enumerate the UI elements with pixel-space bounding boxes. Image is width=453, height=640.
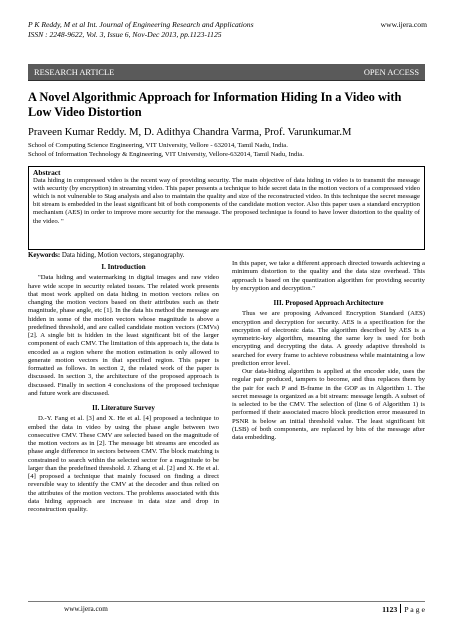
section-2-heading: II. Literature Survey — [92, 404, 155, 412]
introduction-paragraph: "Data hiding and watermarking in digital images and raw video have wide scope in security related issues. The related work presents that most work applied on data hiding in motion vectors relies on changing the motion vectors based on their attributes such as their magnitude, phase angle, etc [1]. In the data his method the message are hidden in some of the motion vectors whose magnitude is above a predefined threshold, and are called candidate motion vectors (CMVs) [2]. A single bit is hidden in the least significant bit of the larger component of each CMV. The limitation of this approach is, the data is encoded as a region where the motion estimation is only allowed to generate motion vectors in that specified region. This paper is formatted as follows. In section 2, the related work of the paper is discussed. In section 3, the architecture of the proposed approach is discussed. Finally in section 4 conclusions of the proposed technique and future work are discussed. — [28, 274, 219, 397]
affiliation-2: School of Information Technology & Engineering, VIT University, Vellore-632014, Tamil Nadu, India. — [28, 151, 304, 158]
affiliation-1: School of Computing Science Engineering, VIT University, Vellore - 632014, Tamil Nadu, India. — [28, 142, 288, 149]
paper-authors: Praveen Kumar Reddy. M, D. Adithya Chandra Varma, Prof. Varunkumar.M — [28, 127, 352, 138]
algorithm-paragraph: Our data-hiding algorithm is applied at the encoder side, uses the regular pair produced, tampers to become, and thus replaces them by the pair for each P and B-frame in the GOP as in Algorithm 1. The secret message is organized as a bit stream: message length. A subset of is selected to be the CMV. The selection of (line 6 of Algorithm 1) is performed if their associated macro block prediction error measured in PSNR is below an initial threshold value. The least significant bit (LSB) of both components, are replaced by bits of the message after data embedding. — [232, 368, 425, 441]
open-access-label: OPEN ACCESS — [363, 67, 419, 77]
page-separator — [400, 604, 401, 613]
aes-paragraph: Thus we are proposing Advanced Encryption Standard (AES) encryption and decryption for security. AES is a specification for the encryption of electronic data. The algorithm described by AES is a symmetric-key algorithm, meaning the same key is used for both encrypting and decrypting the data. A greedy adaptive threshold is searched for every frame to achieve robustness while maintaining a low prediction error level. — [232, 310, 425, 367]
article-type-banner — [28, 64, 425, 80]
literature-survey-paragraph: D.-Y. Fang et al. [3] and X. He et al. [4] proposed a technique to embed the data in video by using the phase angle between two consecutive CMV. These CMV are selected based on the magnitude of the motion vectors as in [2]. The message bit streams are encoded as phase angle difference in sectors between CMV. The block matching is constrained to search within the selected sector for a magnitude to be larger than the predefined threshold. J. Zhang et al. [2] and X. He et al. [4] proposed a technique that mainly focused on finding a direct reversible way to identify the CMV at the decoder and thus relied on the attributes of the motion vectors. The problems associated with this data hiding approach are increase in data size and drop in reconstruction quality. — [28, 415, 219, 513]
page-label: P a g e — [404, 605, 425, 614]
citation-line-2: ISSN : 2248-9622, Vol. 3, Issue 6, Nov-Dec 2013, pp.1123-1125 — [28, 30, 222, 39]
right-column — [232, 260, 425, 442]
keywords-text: Data hiding, Motion vectors, steganography. — [60, 252, 185, 259]
approach-intro-paragraph: In this paper, we take a different approach directed towards achieving a minimum distortion to the quality and the data size overhead. This approach is based on the quantization algorithm for providing security by encryption and decryption." — [232, 260, 425, 292]
keywords-line — [28, 251, 184, 260]
section-3-heading: III. Proposed Approach Architecture — [273, 299, 384, 307]
keywords-label: Keywords: — [28, 252, 61, 259]
footer-website-link[interactable]: www.ijera.com — [64, 605, 108, 613]
page-number-block — [382, 604, 425, 614]
abstract-heading: Abstract — [33, 168, 61, 177]
abstract-text: Data hiding in compressed video is the recent way of providing security. The main objective of data hiding in video is to transmit the message with security (by encryption) in streaming video. This paper presents a technique to hide secret data in the motion vectors of a compressed video which is not vulnerable to Stag analysis and also to maintain the quality and size of the reconstructed video. In this technique the secret message bit stream is embedded in the least significant bit of both components of the candidate motion vector. Also this paper uses a standard encryption mechanism (AES) in order to improve more security for the message. The proposed technique is found to have lower distortion to the quality of the video. " — [33, 177, 420, 225]
left-column — [28, 260, 219, 514]
research-article-label: RESEARCH ARTICLE — [34, 67, 115, 77]
citation-line-1: P K Reddy, M et al Int. Journal of Engineering Research and Applications — [28, 20, 254, 29]
journal-citation — [28, 20, 254, 40]
affiliations — [28, 141, 304, 159]
header-website-link[interactable]: www.ijera.com — [380, 20, 427, 29]
abstract-box — [28, 166, 425, 250]
paper-title: A Novel Algorithmic Approach for Information Hiding In a Video with Low Video Distortion — [28, 90, 402, 119]
page-number: 1123 — [382, 605, 398, 614]
section-1-heading: I. Introduction — [101, 263, 146, 271]
footer-divider — [28, 601, 425, 602]
